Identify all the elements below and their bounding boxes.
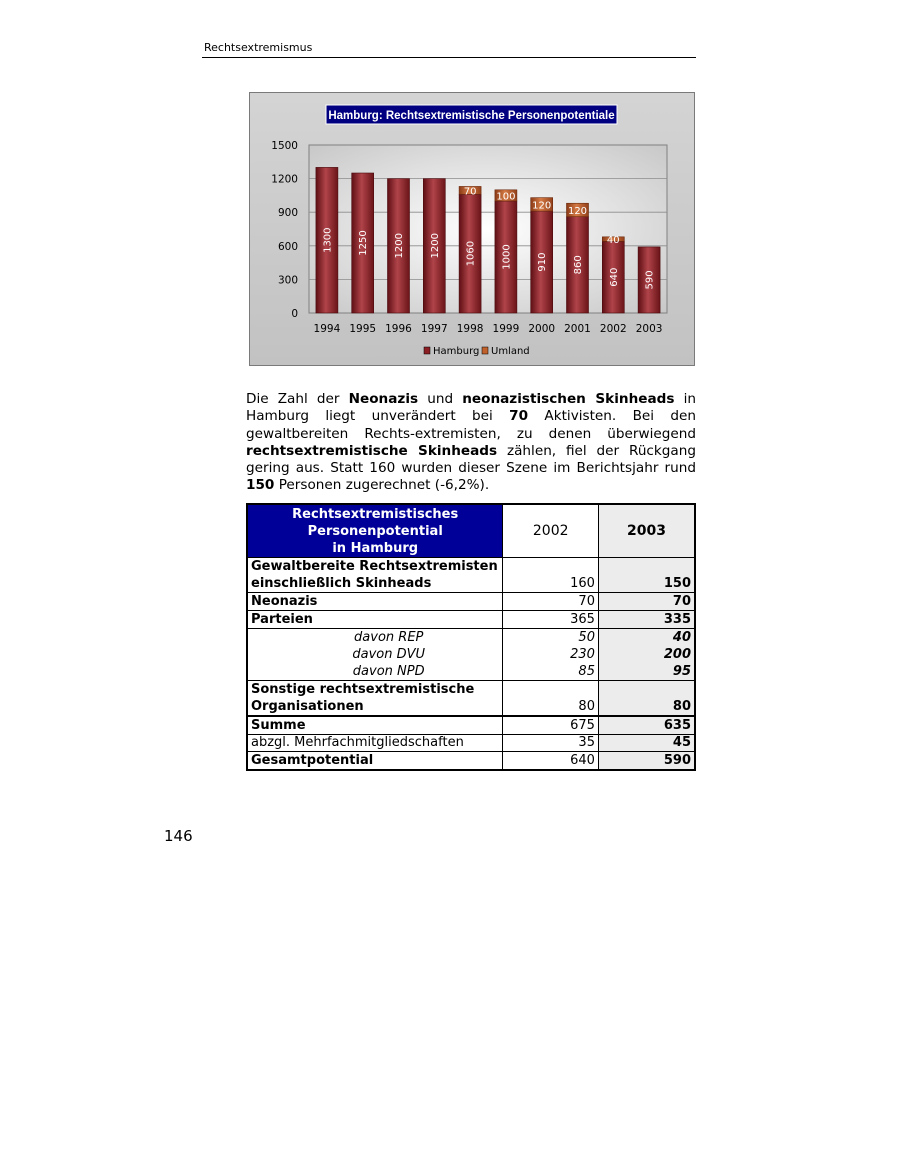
bold-count-150: 150 xyxy=(246,477,275,494)
x-tick-label: 2001 xyxy=(564,323,591,335)
data-label-hamburg: 1000 xyxy=(501,244,513,270)
table-row xyxy=(247,752,695,771)
x-tick-label: 2003 xyxy=(635,323,663,335)
values-2002-parties: 50 230 85 xyxy=(503,629,599,681)
legend-swatch-hamburg xyxy=(424,347,430,354)
row-label: Parteien xyxy=(247,611,503,629)
body-paragraph xyxy=(246,391,696,495)
data-label-hamburg: 1200 xyxy=(429,233,441,259)
table-header-2002: 2002 xyxy=(503,504,599,558)
value-2002: 640 xyxy=(503,752,599,771)
data-label-hamburg: 1200 xyxy=(394,233,405,259)
text-segment: und xyxy=(418,391,463,407)
row-label-parties: davon REP davon DVU davon NPD xyxy=(247,629,503,681)
y-tick-label: 900 xyxy=(277,207,298,220)
data-label-hamburg: 860 xyxy=(573,255,584,275)
value-2002: 675 xyxy=(503,716,599,735)
row-label: Gewaltbereite Rechtsextremisten einschließlich Skinheads xyxy=(247,558,503,593)
text-segment: zählen, fiel der Rückgang gering aus. Statt 160 wurden dieser Szene im Berichtsjahr rund xyxy=(246,442,696,477)
value-2003: 635 xyxy=(598,716,695,735)
table-header-2003: 2003 xyxy=(598,504,695,558)
text-segment: in Hamburg liegt unverändert bei xyxy=(246,391,696,425)
row-label: Summe xyxy=(247,716,503,735)
data-label-hamburg: 590 xyxy=(644,270,656,290)
data-label-hamburg: 1060 xyxy=(465,240,477,267)
x-tick-label: 1996 xyxy=(385,323,412,335)
value-2003: 590 xyxy=(598,752,695,771)
bold-count-70: 70 xyxy=(509,408,529,425)
row-label: Sonstige rechtsextremistische Organisationen xyxy=(247,681,503,717)
x-tick-label: 1994 xyxy=(313,323,341,335)
bold-re-skinheads: rechtsextremistische Skinheads xyxy=(246,442,498,459)
data-label-hamburg: 640 xyxy=(608,267,620,287)
x-tick-label: 1997 xyxy=(420,323,448,335)
x-tick-label: 1998 xyxy=(456,323,484,335)
data-label-hamburg: 1250 xyxy=(358,230,370,256)
value-2003: 70 xyxy=(598,593,695,611)
y-tick-label: 1500 xyxy=(271,140,298,152)
table-row xyxy=(247,611,695,629)
x-tick-label: 1999 xyxy=(492,323,520,335)
row-label: abzgl. Mehrfachmitgliedschaften xyxy=(247,735,503,752)
data-label-hamburg: 1300 xyxy=(322,227,334,253)
running-header: Rechtsextremismus xyxy=(204,41,313,54)
value-2003: 335 xyxy=(598,611,695,629)
y-tick-label: 1200 xyxy=(271,173,298,186)
table-header-row xyxy=(247,504,695,558)
table-row xyxy=(247,593,695,611)
x-tick-label: 2002 xyxy=(599,323,627,335)
data-label-umland: 120 xyxy=(567,205,588,217)
value-2003: 80 xyxy=(598,681,695,717)
table-row xyxy=(247,681,695,717)
chart-title: Hamburg: Rechtsextremistische Personenpotentiale xyxy=(328,110,615,122)
value-2002: 365 xyxy=(503,611,599,629)
page-number: 146 xyxy=(164,827,193,845)
data-label-hamburg: 910 xyxy=(537,252,549,272)
value-2002: 80 xyxy=(503,681,599,717)
legend-label-hamburg: Hamburg xyxy=(433,346,480,357)
y-tick-label: 300 xyxy=(277,274,298,287)
bold-neonazi-skinheads: neonazistischen Skinheads xyxy=(462,391,675,407)
data-label-umland: 100 xyxy=(496,191,516,203)
bar-chart xyxy=(249,92,695,366)
row-label: Gesamtpotential xyxy=(247,752,503,771)
value-2002: 35 xyxy=(503,735,599,752)
legend-label-umland: Umland xyxy=(491,346,530,357)
table-header-label: Rechtsextremistisches Personenpotential in Hamburg xyxy=(247,504,503,558)
table-row xyxy=(247,716,695,735)
table-row xyxy=(247,735,695,752)
bold-neonazis: Neonazis xyxy=(348,391,419,407)
text-segment: Aktivisten. Bei den gewaltbereiten Rechts-extremisten, zu denen überwiegend xyxy=(246,408,696,442)
table-row-party-breakdown xyxy=(247,629,695,681)
text-segment: Die Zahl der xyxy=(246,391,349,407)
value-2003: 45 xyxy=(598,735,695,752)
values-2003-parties: 40 200 95 xyxy=(598,629,695,681)
x-tick-label: 1995 xyxy=(349,323,377,335)
data-label-umland: 70 xyxy=(463,186,477,198)
data-label-umland: 40 xyxy=(606,235,620,247)
value-2003: 150 xyxy=(598,558,695,593)
table-row xyxy=(247,558,695,593)
row-label: Neonazis xyxy=(247,593,503,611)
text-segment: Personen zugerechnet (-6,2%). xyxy=(274,477,490,494)
header-rule xyxy=(202,57,696,58)
x-tick-label: 2000 xyxy=(528,323,556,335)
value-2002: 160 xyxy=(503,558,599,593)
value-2002: 70 xyxy=(503,593,599,611)
personenpotential-table xyxy=(246,503,696,771)
legend-swatch-umland xyxy=(482,347,488,354)
y-tick-label: 0 xyxy=(291,308,298,320)
data-label-umland: 120 xyxy=(532,200,552,212)
y-tick-label: 600 xyxy=(277,240,298,253)
